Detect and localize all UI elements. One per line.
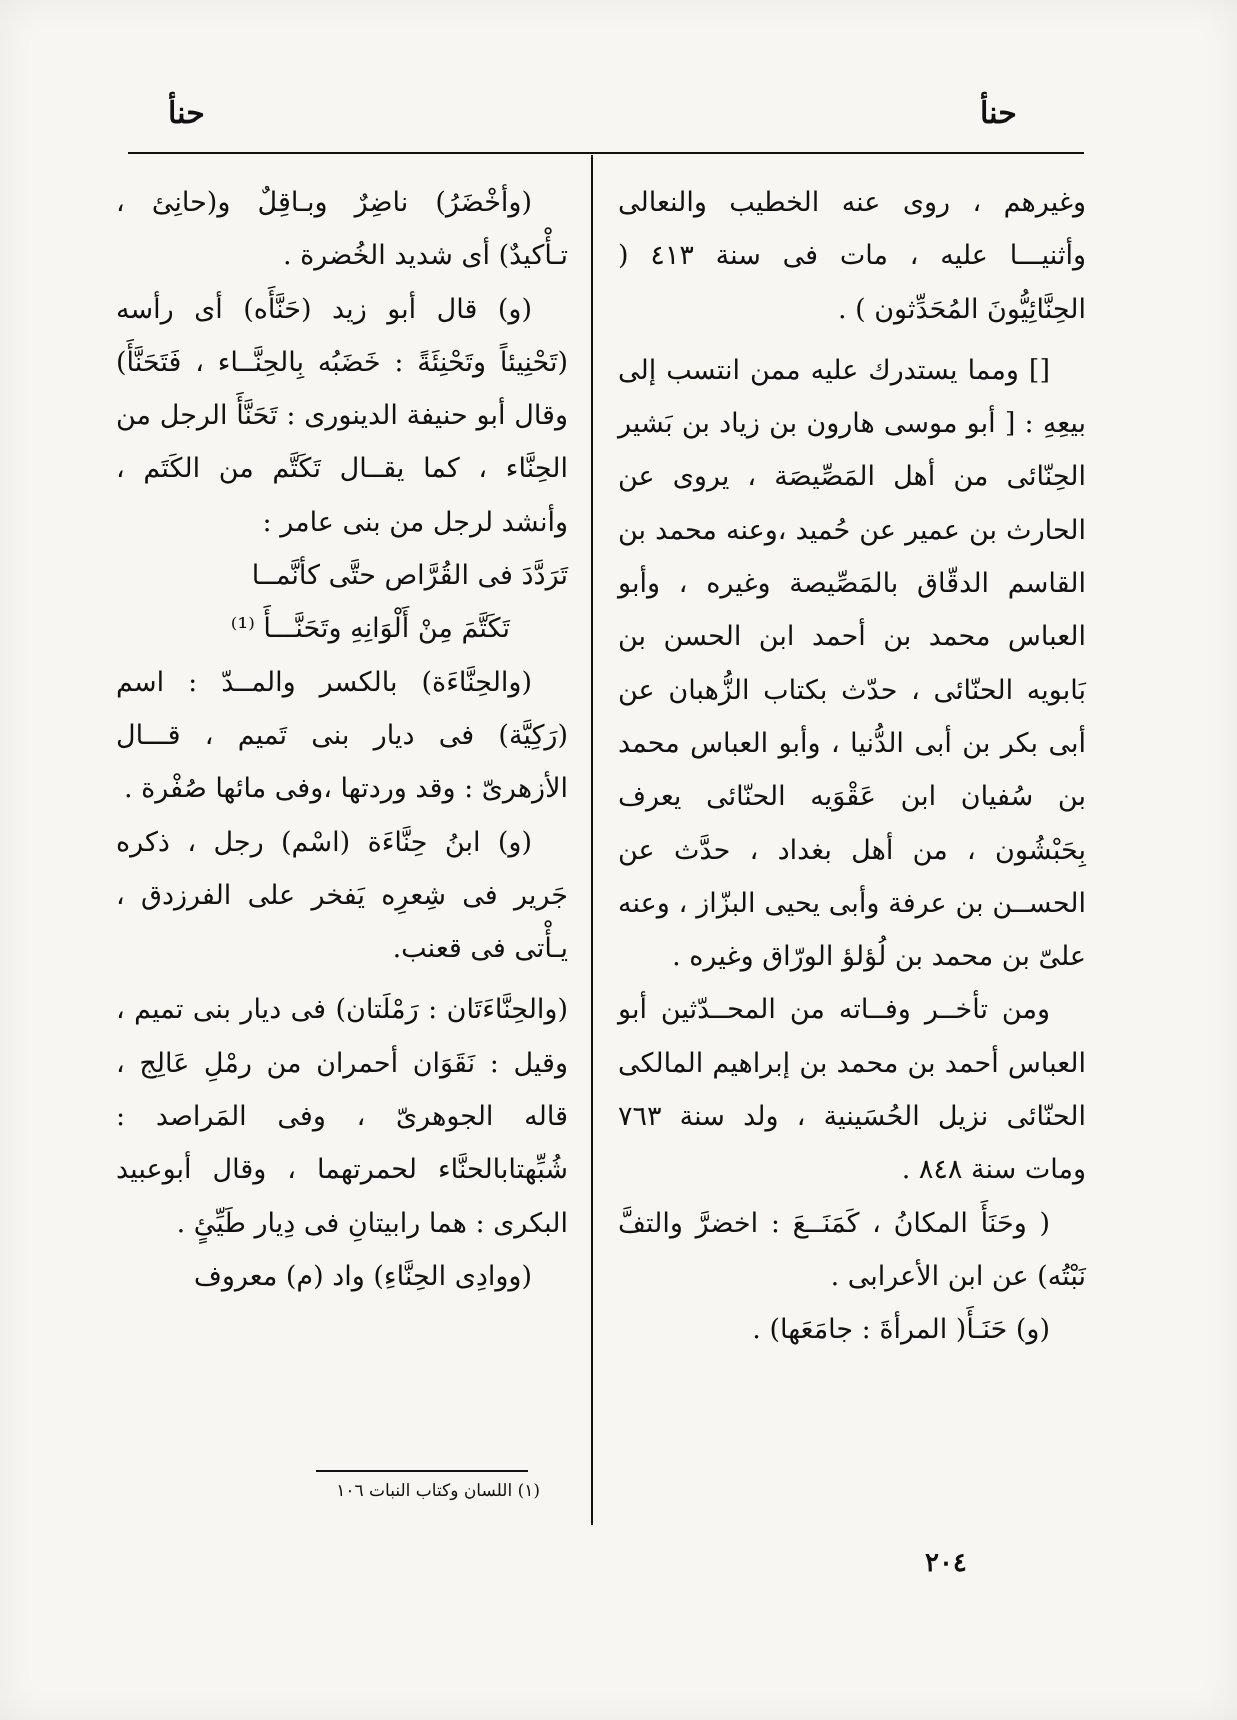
running-head-right: حنأ <box>980 96 1017 131</box>
page-number: ٢٠٤ <box>925 1548 967 1578</box>
paragraph: (والحِنَّاءَة) بالكسر والمــدّ : اسم (رَكِيَّة) فى ديار بنى تَميم ، قـــال الأزهرىّ : وقد وردتها ،وفى مائها صُفْرة . <box>116 666 568 805</box>
verse-line: تَكَتَّمَ مِنْ أَلْوَانِهِ وتَحَنَّـــأَ ⁽¹⁾ <box>230 613 510 645</box>
header-rule <box>128 152 1084 154</box>
paragraph: (و) حَنَـأَ( المرأةَ : جامَعَها) . <box>752 1314 1050 1346</box>
paragraph: (و) ابنُ حِنَّاءَة (اسْم) رجل ، ذكره جَرير فى شِعرِه يَفخر على الفرزدق ، يـأْتى فى قعنب. <box>116 826 568 965</box>
running-head-left: حنأ <box>168 96 205 131</box>
paragraph: (وأخْضَرُ) ناضِرٌ وبـاقِلٌ و(حانِئ ، تـأْكيدٌ) أى شديد الخُضرة . <box>116 187 568 272</box>
right-column <box>618 176 1086 1357</box>
footnote: (١) اللسان وكتاب النبات ١٠٦ <box>336 1481 540 1501</box>
paragraph: (والحِنَّاءَتَان : رَمْلَتان) فى ديار بنى تميم ، وقيل : نَقَوَان أحمران من رمْلِ عَالِج ، قاله الجوهرىّ ، وفى المَراصد : شُبِّهتابالحنَّاء لحمرتهما ، وقال أبوعبيد البكرى : هما رابيتانِ فى دِيار طَيِّئٍ . <box>116 994 568 1239</box>
verse-line: تَرَدَّدَ فى القُرَّاص حتَّى كأنَّمــا <box>251 560 568 592</box>
column-divider <box>591 155 593 1525</box>
paragraph: وغيرهم ، روى عنه الخطيب والنعالى وأثنيـــا عليه ، مات فى سنة ٤١٣ ( الحِنَّائِيُّونَ المُحَدِّثون ) . <box>618 187 1087 325</box>
paragraph: (و) قال أبو زيد (حَنَّأَه) أى رأسه (تَحْنِيئاً وتَحْنِئَةً : خَضَبُه بِالحِنَّــاء ، فَتَحَنَّأَ) وقال أبو حنيفة الدينورى : تَحَنَّأَ الرجل من الحِنَّاء ، كما يقــال تَكَتَّم من الكَتَم ، وأنشد لرجل من بنى عامر : <box>116 293 568 538</box>
left-column <box>116 176 568 1303</box>
paragraph: (ووادِى الحِنَّاءِ) واد (م) معروف <box>193 1260 532 1292</box>
paragraph: ومن تأخــر وفــاته من المحــدّثين أبو العباس أحمد بن محمد بن إبراهيم المالكى الحنّائى نزيل الحُسَينية ، ولد سنة ٧٦٣ ومات سنة ٨٤٨ . <box>618 994 1086 1186</box>
paragraph: [] ومما يستدرك عليه ممن انتسب إلى بيعِهِ : [ أبو موسى هارون بن زياد بن بَشير الحِنّائى من أهل المَصِّيصَة ، يروى عن الحارث بن عمير عن حُميد ،وعنه محمد بن القاسم الدقّاق بالمَصِّيصة وغيره ، وأبو العباس محمد بن أحمد ابن الحسن بن بَابويه الحنّائى ، حدّث بكتاب الزُّهبان عن أبى بكر بن أبى الدُّنيا ، وأبو العباس محمد بن سُفيان ابن عَقْوَيه الحنّائى يعرف بِحَبْشُون ، من أهل بغداد ، حدَّث عن الحســن بن عرفة وأبى يحيى البزّاز ، وعنه علىّ بن محمد بن لُؤلؤ الورّاق وغيره . <box>618 354 1086 973</box>
footnote-rule <box>316 1470 528 1472</box>
paragraph: ( وحَنَأَ المكانُ ، كَمَنَــعَ : اخضرَّ والتفَّ نَبْتُه) عن ابن الأعرابى . <box>618 1207 1086 1292</box>
